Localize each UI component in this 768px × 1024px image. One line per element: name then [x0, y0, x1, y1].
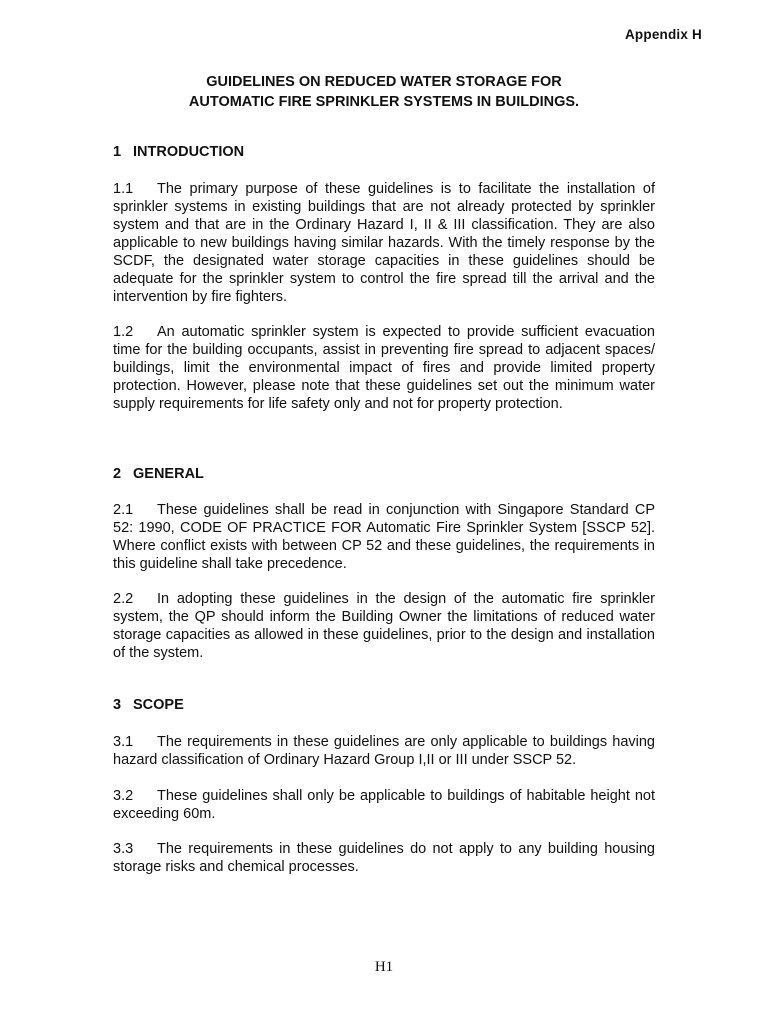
paragraph-3-1: [113, 733, 655, 769]
section-title: SCOPE: [133, 697, 184, 713]
paragraph-number: 3.1: [113, 734, 134, 750]
title-line-2: AUTOMATIC FIRE SPRINKLER SYSTEMS IN BUILDINGS.: [188, 94, 580, 110]
paragraph-text: The requirements in these guidelines are only applicable to buildings having hazard classification of Ordinary Hazard Group I,II or III under SSCP 52.: [113, 734, 655, 768]
section-heading-general: [113, 466, 204, 482]
section-number: 3: [113, 697, 122, 713]
section-title: INTRODUCTION: [133, 144, 245, 160]
paragraph-text: These guidelines shall be read in conjunction with Singapore Standard CP 52: 1990, CODE OF PRACTICE FOR Automatic Fire Sprinkler System [SSCP 52]. Where conflict exists with between CP 52 and these guidelines, the requirements in this guideline shall take precedence.: [113, 502, 655, 572]
paragraph-number: 1.1: [113, 181, 134, 197]
page-number: H1: [374, 959, 394, 975]
paragraph-text: The primary purpose of these guidelines is to facilitate the installation of sprinkler systems in existing buildings that are not already protected by sprinkler system and that are in the Ordinary Hazard I, II & III classification. They are also applicable to new buildings having similar hazards. With the timely response by the SCDF, the designated water storage capacities in these guidelines should be adequate for the sprinkler system to control the fire spread till the arrival and the intervention by fire fighters.: [113, 181, 655, 305]
paragraph-text: These guidelines shall only be applicable to buildings of habitable height not exceeding 60m.: [113, 788, 655, 822]
paragraph-1-2: [113, 323, 655, 413]
appendix-label: Appendix H: [624, 27, 702, 42]
section-heading-scope: [113, 697, 184, 713]
section-number: 1: [113, 144, 122, 160]
paragraph-number: 2.2: [113, 591, 134, 607]
paragraph-number: 3.2: [113, 788, 134, 804]
paragraph-3-2: [113, 787, 655, 823]
paragraph-2-2: [113, 590, 655, 662]
paragraph-1-1: [113, 180, 655, 306]
section-number: 2: [113, 466, 122, 482]
paragraph-number: 1.2: [113, 324, 134, 340]
paragraph-number: 2.1: [113, 502, 134, 518]
section-heading-introduction: [113, 144, 244, 160]
paragraph-text: In adopting these guidelines in the design of the automatic fire sprinkler system, the QP should inform the Building Owner the limitations of reduced water storage capacities as allowed in these guidelines, prior to the design and installation of the system.: [113, 591, 655, 661]
paragraph-number: 3.3: [113, 841, 134, 857]
section-title: GENERAL: [133, 466, 204, 482]
paragraph-2-1: [113, 501, 655, 573]
paragraph-text: The requirements in these guidelines do not apply to any building housing storage risks and chemical processes.: [113, 841, 655, 875]
document-title: [113, 72, 655, 112]
title-line-1: GUIDELINES ON REDUCED WATER STORAGE FOR: [206, 74, 562, 90]
paragraph-3-3: [113, 840, 655, 876]
paragraph-text: An automatic sprinkler system is expected to provide sufficient evacuation time for the building occupants, assist in preventing fire spread to adjacent spaces/ buildings, limit the environmental impact of fires and provide limited property protection. However, please note that these guidelines set out the minimum water supply requirements for life safety only and not for property protection.: [113, 324, 655, 412]
